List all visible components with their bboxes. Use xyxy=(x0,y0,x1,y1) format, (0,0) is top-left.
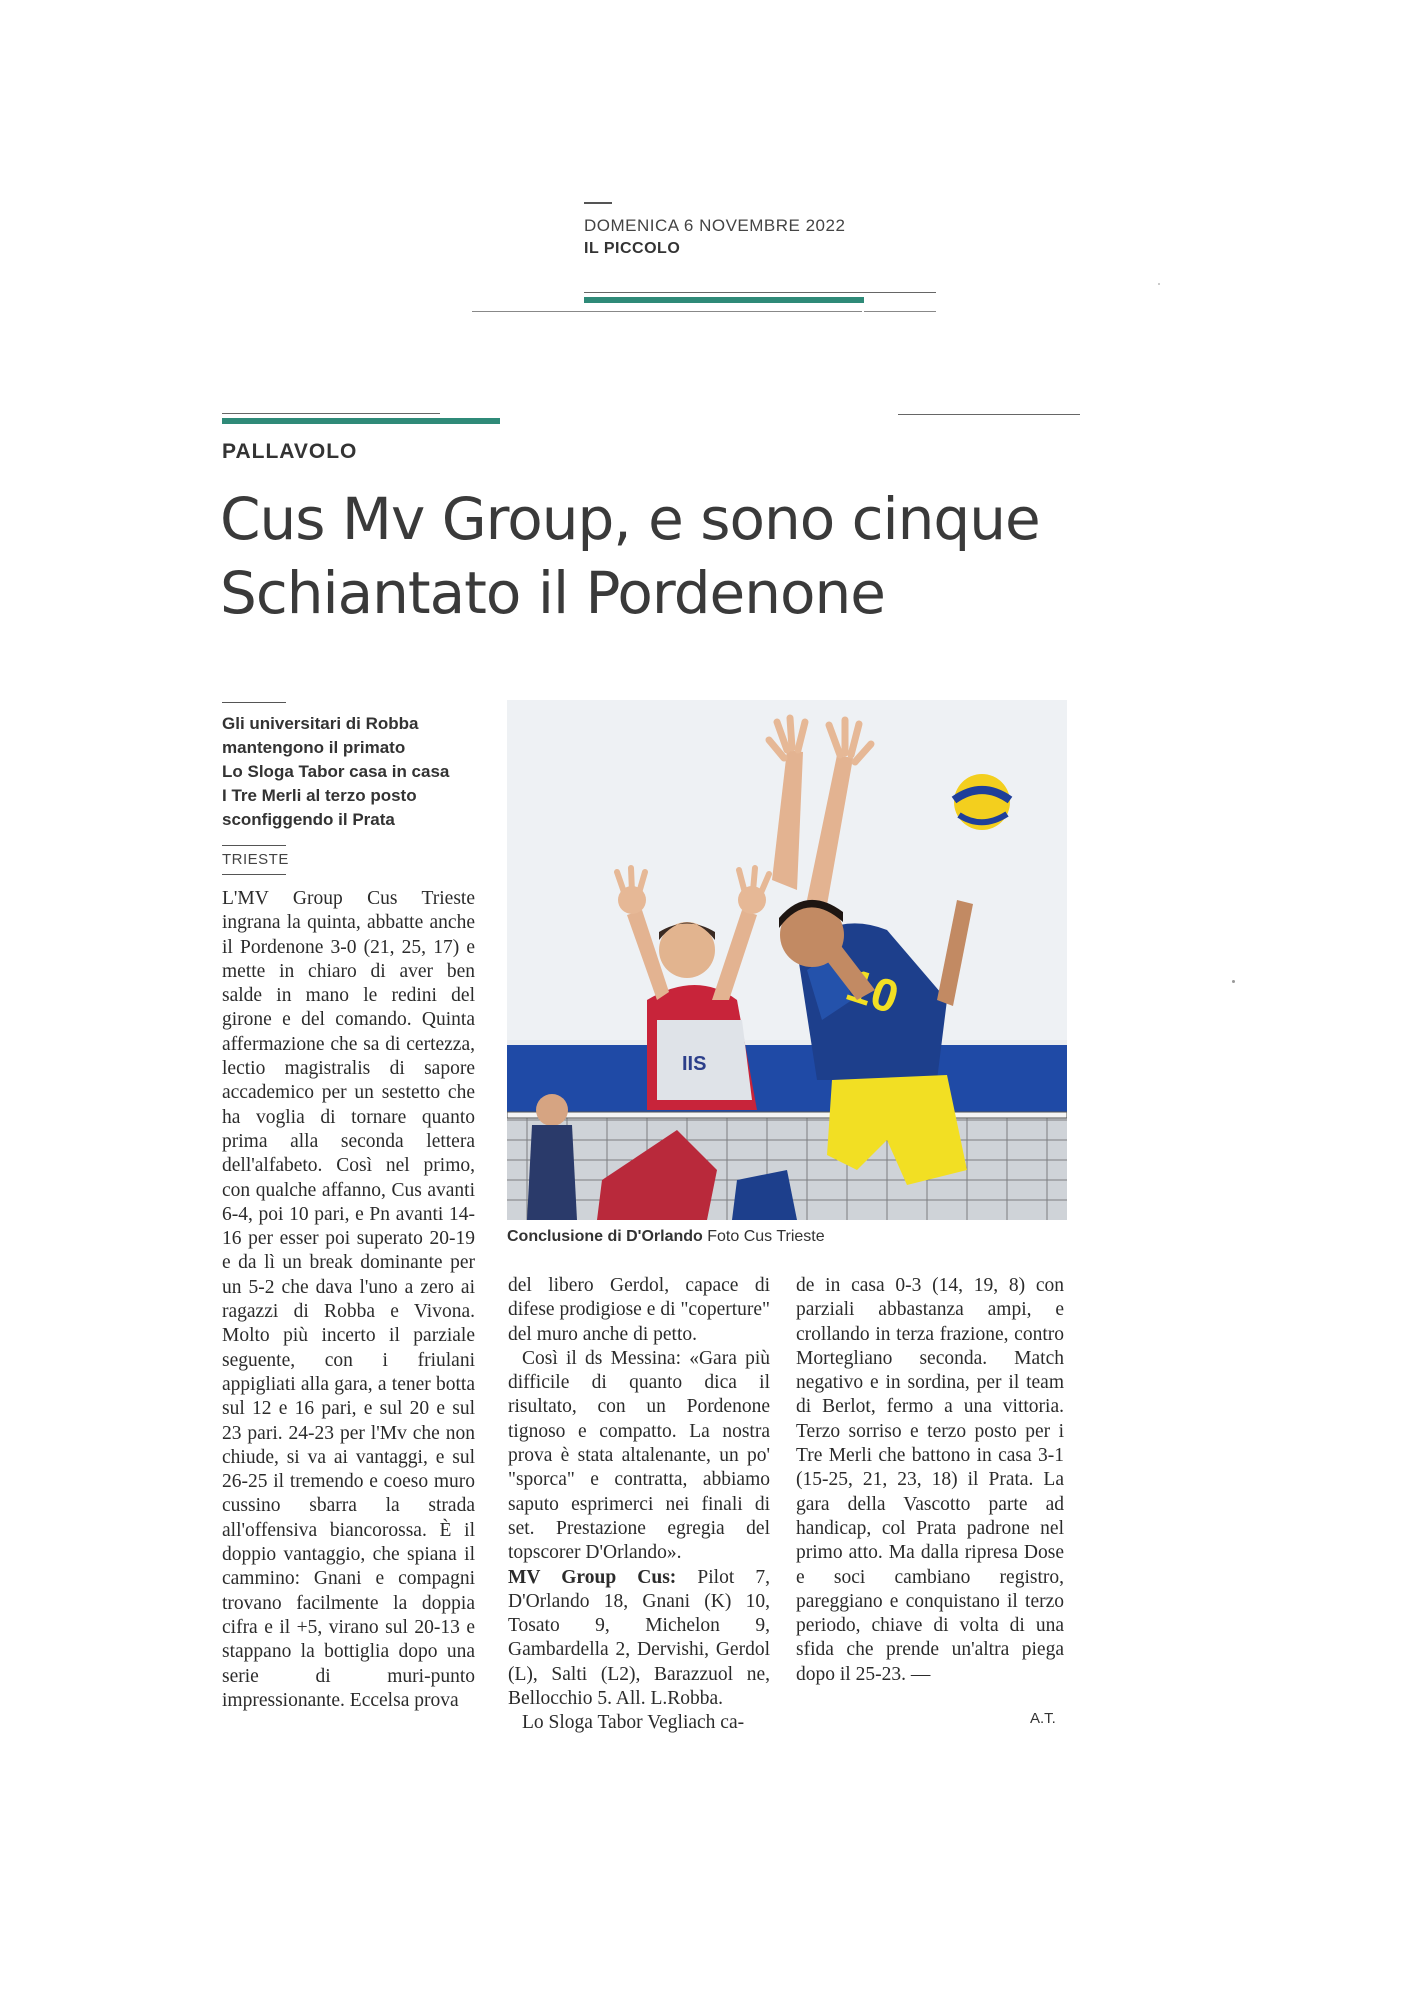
paragraph: del libero Gerdol, capace di difese prodigiose e di "coperture" del muro anche di petto. xyxy=(508,1275,770,1345)
summary-line: mantengono il primato xyxy=(222,738,406,757)
publication-date: DOMENICA 6 NOVEMBRE 2022 xyxy=(584,216,846,235)
dateline: TRIESTE xyxy=(222,851,289,868)
right-rule xyxy=(898,414,1080,415)
header-rule-top xyxy=(584,292,936,293)
paragraph: Lo Sloga Tabor Vegliach ca- xyxy=(522,1712,745,1734)
svg-text:IIS: IIS xyxy=(682,1053,707,1075)
lineup-text: Pilot 7, D'Orlando 18, Gnani (K) 10, Tosato 9, Michelon 9, Gambardella 2, Dervishi, Gerdol (L), Salti (L2), Barazzuol ne, Bellocchio 5. All. L.Robba. xyxy=(508,1566,770,1710)
summary-line: sconfiggendo il Prata xyxy=(222,810,395,829)
headline-line-2: Schiantato il Pordenone xyxy=(220,559,885,627)
scan-speck xyxy=(1232,980,1235,983)
summary-line: Lo Sloga Tabor casa in casa xyxy=(222,762,450,781)
summary-dash xyxy=(222,702,286,703)
header-accent-bar xyxy=(584,297,864,303)
photo-credit: Foto Cus Trieste xyxy=(702,1228,825,1245)
volleyball-photo xyxy=(507,700,1067,1220)
section-rule xyxy=(222,413,440,414)
dateline-rule-bottom xyxy=(222,874,286,875)
author-signature: A.T. xyxy=(1030,1710,1056,1727)
section-accent-bar xyxy=(222,418,500,424)
paragraph: de in casa 0-3 (14, 19, 8) con parziali abbastanza ampi, e crollando in terza frazione, contro Mortegliano seconda. Match negativo e in sordina, per il team di Berlot, fermo a una vittoria. Terzo sorriso e terzo posto per i Tre Merli che battono in casa 3-1 (15-25, 21, 23, 18) il Prata. La gara della Vascotto parte ad handicap, col Prata padrone nel primo atto. Ma dalla ripresa Dose e soci cambiano registro, pareggiano e conquistano il terzo periodo, chiave di volta di una sfida che prende un'altra piega dopo il 25-23. — xyxy=(796,1275,1064,1685)
headline-line-1: Cus Mv Group, e sono cinque xyxy=(220,485,1040,553)
lineup-label: MV Group Cus: xyxy=(508,1566,677,1588)
volleyball-photo-image xyxy=(507,700,1067,1220)
dateline-rule-top xyxy=(222,845,286,846)
summary-line: I Tre Merli al terzo posto xyxy=(222,786,417,805)
article-column-3 xyxy=(796,1274,1064,1687)
photo-caption-title: Conclusione di D'Orlando xyxy=(507,1228,703,1245)
lineup-paragraph xyxy=(508,1566,770,1712)
article-column-2 xyxy=(508,1274,770,1736)
header-dash xyxy=(584,202,612,204)
header-rule-bottom xyxy=(472,311,862,312)
newspaper-name: IL PICCOLO xyxy=(584,240,681,257)
headline xyxy=(220,482,1120,630)
header-rule-bottom-right xyxy=(864,311,936,312)
article-summary xyxy=(222,712,482,832)
photo-caption xyxy=(507,1228,825,1246)
summary-line: Gli universitari di Robba xyxy=(222,714,419,733)
scan-speck xyxy=(1158,283,1160,285)
paragraph: Così il ds Messina: «Gara più difficile di quanto dica il risultato, con un Pordenone tignoso e compatto. La nostra prova è stata altalenante, un po' "sporca" e contratta, abbiamo saputo esprimerci nei finali di set. Prestazione egregia del topscorer D'Orlando». xyxy=(508,1347,770,1564)
paragraph: L'MV Group Cus Trieste ingrana la quinta, abbatte anche il Pordenone 3-0 (21, 25, 17) e mette in chiaro di aver ben salde in mano le redini del girone e del comando. Quinta affermazione che sa di certezza, lectio magistralis di sapore accademico per un sestetto che ha voglia di tornare quanto prima alla seconda lettera dell'alfabeto. Così nel primo, con qualche affanno, Cus avanti 6-4, poi 10 pari, e Pn avanti 14-16 per esser poi superato 20-19 e da lì un break dominante per un 5-2 che dava l'uno a zero ai ragazzi di Robba e Vivona. Molto più incerto il parziale seguente, con i friulani appigliati alla gara, a tener botta sul 12 e 16 pari, e sul 20 e sul 23 pari. 24-23 per l'Mv che non chiude, si va ai vantaggi, e sul 26-25 il tremendo e coeso muro cussino sbarra la strada all'offensiva biancorossa. È il doppio vantaggio, che spiana il cammino: Gnani e compagni trovano facilmente la doppia cifra e il +5, virano sul 20-13 e stappano la bottiglia dopo una serie di muri-punto impressionante. Eccelsa prova xyxy=(222,888,475,1711)
section-kicker: PALLAVOLO xyxy=(222,440,358,463)
article-column-1 xyxy=(222,887,475,1713)
